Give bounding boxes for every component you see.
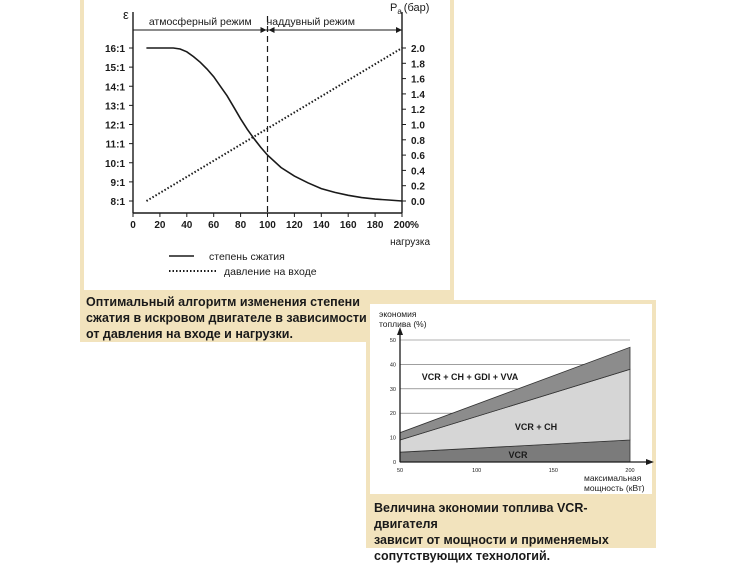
x-tick-label: 100 (259, 220, 276, 231)
y-left-tick-label: 12:1 (104, 120, 125, 132)
x-tick-label: 0 (130, 220, 136, 231)
y-tick-label: 30 (389, 386, 396, 393)
y-right-tick-label: 1.8 (411, 59, 425, 71)
y-tick-label: 0 (392, 460, 396, 466)
x-tick-label: 200 (625, 468, 635, 474)
y-right-tick-label: 0.6 (411, 151, 425, 163)
y-left-tick-label: 10:1 (104, 158, 125, 170)
y-left-tick-label: 11:1 (105, 139, 125, 151)
y-tick-label: 40 (389, 362, 396, 369)
y-right-tick-label: 1.4 (411, 89, 425, 101)
x-tick-label: 150 (548, 468, 558, 474)
y-left-tick-label: 14:1 (104, 82, 125, 94)
y-left-tick-label: 9:1 (110, 177, 125, 189)
x-tick-label: 200 (393, 220, 411, 231)
x-tick-label: 40 (181, 220, 193, 231)
y-right-tick-label: 1.6 (411, 74, 425, 86)
x-tick-label: 20 (154, 220, 166, 231)
legend-label-compression: степень сжатия (209, 251, 285, 263)
y-right-tick-label: 0.2 (411, 181, 425, 193)
series-label-0: VCR (508, 450, 528, 460)
x-unit-label: % (410, 220, 419, 231)
y-right-tick-label: 2.0 (411, 44, 425, 55)
y-tick-label: 20 (389, 411, 396, 418)
x-tick-label: 60 (208, 220, 220, 231)
chart2-caption: Величина экономии топлива VCR-двигателя зависит от мощности и применяемых сопутствующих технологий. (374, 501, 609, 563)
y-right-tick-label: 1.0 (411, 120, 425, 132)
y-left-tick-label: 13:1 (104, 101, 125, 113)
y-left-tick-label: 8:1 (110, 197, 125, 208)
y-left-symbol: ε (123, 7, 129, 22)
series-label-1: VCR + CH (514, 422, 558, 432)
y-tick-label: 50 (389, 338, 396, 344)
y-tick-label: 10 (389, 435, 396, 442)
y-axis-label-line2: топлива (%) (379, 319, 427, 329)
region-label-boost: наддувный режим (266, 16, 356, 28)
x-tick-label: 120 (286, 220, 303, 231)
y-left-tick-label: 15:1 (104, 63, 125, 75)
x-tick-label: 100 (472, 468, 482, 474)
x-axis-label: нагрузка (390, 237, 430, 248)
x-tick-label: 160 (339, 220, 357, 231)
y-right-tick-label: 0.0 (411, 197, 425, 208)
y-right-tick-label: 0.8 (411, 135, 425, 147)
region-label-atmospheric: атмосферный режим (148, 16, 252, 28)
series-label-2: VCR + CH + GDI + VVA (421, 372, 519, 382)
chart1-caption: Оптимальный алгоритм изменения степени сжатия в искровом двигателе в зависимости от давления на входе и нагрузки. (86, 295, 367, 341)
y-axis-label-line1: экономия (379, 309, 417, 319)
x-axis-label-line2: мощность (кВт) (584, 483, 645, 493)
x-tick-label: 180 (366, 220, 384, 231)
x-tick-label: 140 (312, 220, 330, 231)
x-axis-label-line1: максимальная (584, 473, 642, 483)
y-right-tick-label: 0.4 (411, 166, 425, 178)
y-right-axis-title: $P_a$ (бар) (390, 2, 430, 16)
legend-label-pressure: давление на входе (224, 266, 317, 278)
x-tick-label: 80 (235, 220, 247, 231)
x-axis-arrow (646, 459, 654, 465)
x-tick-label: 50 (396, 468, 404, 474)
y-left-tick-label: 16:1 (104, 44, 125, 55)
y-right-tick-label: 1.2 (411, 105, 425, 117)
